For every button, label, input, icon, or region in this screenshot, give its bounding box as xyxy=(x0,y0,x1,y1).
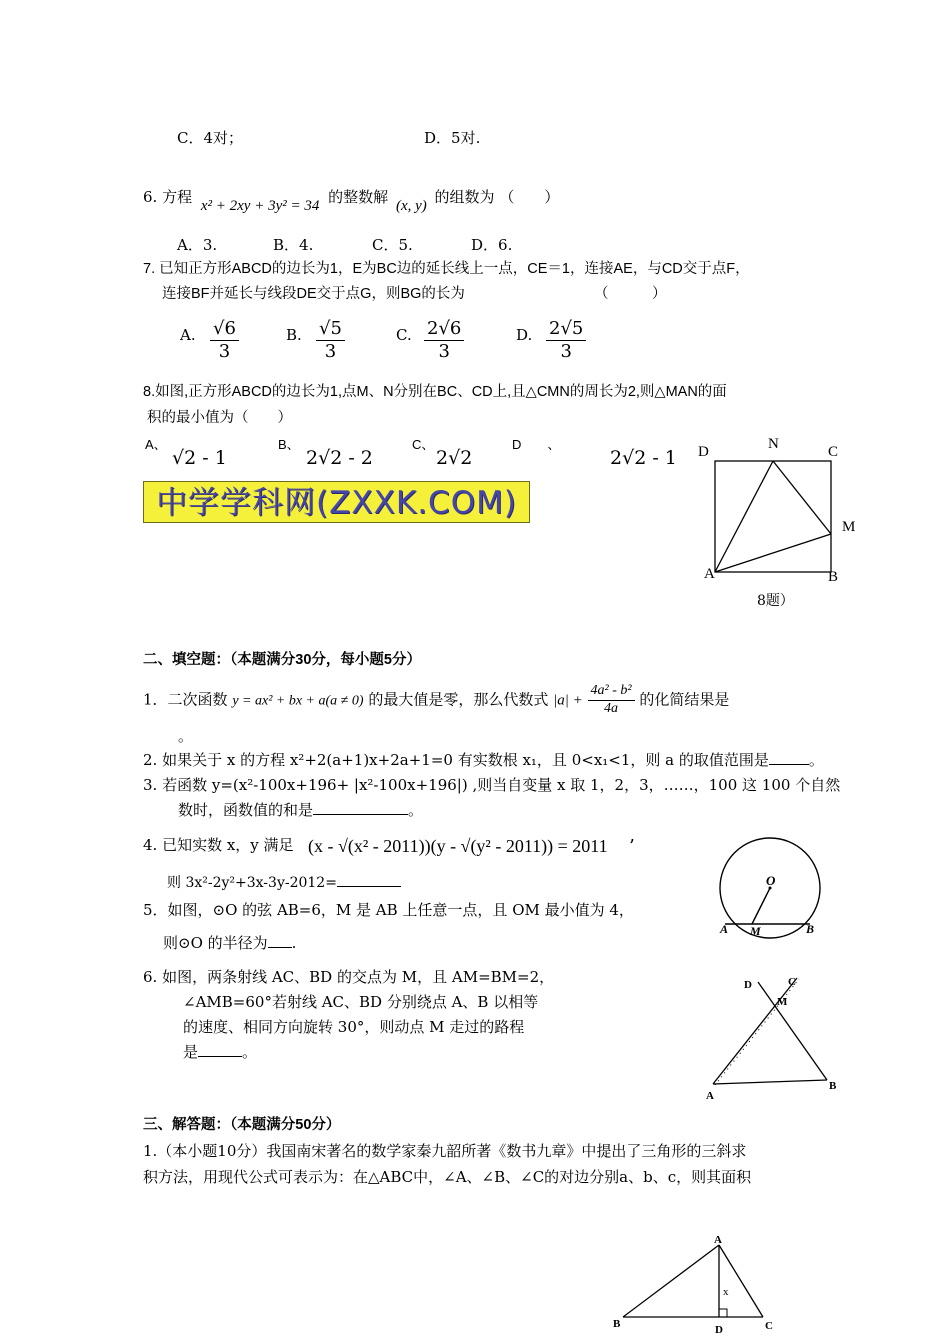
label-d: D xyxy=(698,444,709,460)
section3-heading: 三、解答题：（本题满分50分） xyxy=(143,1117,341,1133)
s2-q1 xyxy=(143,683,729,718)
s3-q1-line1: 1.（本小题10分）我国南宋著名的数学家秦九韶所著《数书九章》中提出了三角形的三斜求 xyxy=(143,1142,747,1160)
label-c: C xyxy=(828,444,839,460)
label-o: O xyxy=(766,873,776,888)
q7-option-d xyxy=(546,318,586,362)
ray-ac xyxy=(713,978,797,1084)
s2-q4-a: 4. 已知实数 x，y 满足 xyxy=(143,836,294,854)
figure-rays xyxy=(700,972,850,1104)
s2-q4-eq: (x - √(x² - 2011))(y - √(y² - 2011)) = 2011 xyxy=(308,836,608,856)
s2-q1-func: y = ax² + bx + a(a ≠ 0) xyxy=(232,693,364,709)
q8-line1: 8.如图,正方形ABCD的边长为1,点M、N分别在BC、CD上,且△CMN的周长为2,则△MAN的面 xyxy=(143,384,727,400)
label-b: B xyxy=(828,569,839,585)
label-b: B xyxy=(613,1318,621,1330)
s2-q5-line2 xyxy=(163,934,296,952)
s2-q6-text: 是 xyxy=(183,1043,199,1061)
s2-q1-num: 4a² - b² xyxy=(588,683,635,701)
ray-ac-shade xyxy=(715,979,799,1085)
label-a: A xyxy=(714,1234,722,1246)
q7-option-c xyxy=(424,318,464,362)
label-m: M xyxy=(750,924,761,938)
s2-q6-line3: 的速度、相同方向旋转 30°，则动点 M 走过的路程 xyxy=(183,1018,525,1036)
s2-q1-den: 4a xyxy=(604,700,619,716)
q7-option-c-den: 3 xyxy=(438,340,450,362)
ray-bd xyxy=(758,982,827,1080)
label-a: A xyxy=(720,922,729,936)
q8-option-c-label: C、 xyxy=(412,437,435,452)
label-x: x xyxy=(723,1286,729,1298)
label-m: M xyxy=(777,996,788,1008)
label-d: D xyxy=(744,979,752,991)
q8-option-b: 2√2 - 2 xyxy=(306,447,373,469)
s2-q6-blank[interactable] xyxy=(198,1056,242,1057)
s2-q3-line2 xyxy=(178,801,423,819)
q7-option-c-label: C. xyxy=(396,326,412,344)
q8-option-a-label: A、 xyxy=(145,437,167,452)
q8-option-a: √2 - 1 xyxy=(172,447,227,469)
s2-q6-line2: ∠AMB=60°若射线 AC、BD 分别绕点 A、B 以相等 xyxy=(183,993,539,1011)
s2-q1-a: 1．二次函数 xyxy=(143,690,228,709)
q7-paren: （ ） xyxy=(594,286,667,302)
q7-option-b-den: 3 xyxy=(324,340,337,362)
s2-q2-end: 。 xyxy=(808,751,824,769)
q6-option-d: D．6. xyxy=(471,236,513,254)
q7-option-d-label: D. xyxy=(516,326,533,344)
option-d: D．5对. xyxy=(424,129,481,147)
s2-q5-blank[interactable] xyxy=(268,947,292,948)
q7-option-c-num: 2√6 xyxy=(424,318,464,341)
square-abcd xyxy=(715,461,831,572)
q7-option-a xyxy=(210,318,239,362)
s2-q2-text: 2. 如果关于 x 的方程 x²+2(a+1)x+2a+1=0 有实数根 x₁，且 0<x₁<1，则 a 的取值范围是 xyxy=(143,751,769,769)
q6-middle: 的整数解 xyxy=(328,188,389,206)
zxxk-logo: 中学学科网(ZXXK.COM) xyxy=(143,481,530,523)
q6-stem xyxy=(143,188,560,214)
s2-q3-text: 数时，函数值的和是 xyxy=(178,801,314,819)
s2-q6-line1: 6. 如图，两条射线 AC、BD 的交点为 M，且 AM=BM=2， xyxy=(143,968,555,986)
label-c: C xyxy=(765,1320,773,1332)
side-ac xyxy=(719,1245,763,1317)
q8-option-d: 2√2 - 1 xyxy=(610,447,677,469)
s2-q4-b-text: 则 3x²-2y²+3x-3y-2012= xyxy=(167,875,337,891)
s2-q5-text: 则⊙O 的半径为 xyxy=(163,934,268,952)
segment-nm xyxy=(773,461,831,534)
q7-option-a-label: A. xyxy=(180,326,196,344)
s2-q2 xyxy=(143,751,824,769)
s2-q1-abs: |a| + xyxy=(553,692,583,709)
option-c: C．4对； xyxy=(177,129,244,147)
s2-q1-b: 的最大值是零，那么代数式 xyxy=(368,690,549,709)
s2-q5-end: . xyxy=(291,934,297,952)
q7-line2: 连接BF并延长与线段DE交于点G，则BG的长为 xyxy=(162,286,465,302)
q8-option-d-label: D 、 xyxy=(512,437,561,452)
side-ab xyxy=(623,1245,719,1317)
segment-ab xyxy=(713,1080,827,1084)
s2-q3-line1: 3. 若函数 y=(x²-100x+196+ |x²-100x+196|) ,则当自变量 x 取 1，2，3，……，100 这 100 个自然 xyxy=(143,776,841,794)
segment-om xyxy=(752,888,770,924)
label-c: C xyxy=(788,976,796,988)
label-m: M xyxy=(842,519,856,535)
figure-8-square xyxy=(690,430,870,590)
q7-option-b-label: B. xyxy=(286,326,302,344)
q6-prefix: 6. 方程 xyxy=(143,188,193,206)
q6-suffix: 的组数为 （ ） xyxy=(434,188,560,206)
s2-q1-end: 。 xyxy=(178,727,194,745)
s2-q6-line4 xyxy=(183,1043,257,1061)
figure-8-caption: 8题） xyxy=(757,593,794,609)
q7-option-a-num: √6 xyxy=(210,318,239,341)
q7-line1: 7. 已知正方形ABCD的边长为1，E为BC边的延长线上一点，CE＝1，连接AE，与CD交于点F， xyxy=(143,261,750,277)
s2-q3-end: 。 xyxy=(408,801,424,819)
s2-q3-blank[interactable] xyxy=(313,814,408,815)
q8-line2: 积的最小值为（ ） xyxy=(147,410,292,426)
q8-option-c: 2√2 xyxy=(436,447,473,469)
q7-option-a-den: 3 xyxy=(218,340,231,362)
label-a: A xyxy=(706,1090,714,1102)
q7-option-d-num: 2√5 xyxy=(546,318,586,341)
q6-equation: x² + 2xy + 3y² = 34 xyxy=(200,198,320,214)
q7-option-d-den: 3 xyxy=(560,340,572,362)
label-a: A xyxy=(704,566,715,582)
q6-pair: (x, y) xyxy=(395,198,427,214)
q6-option-b: B．4. xyxy=(273,236,314,254)
s2-q4-blank[interactable] xyxy=(337,886,401,887)
s2-q5-line1: 5．如图，⊙O 的弦 AB=6，M 是 AB 上任意一点，且 OM 最小值为 4， xyxy=(143,901,634,919)
label-n: N xyxy=(768,436,779,452)
q7-option-b xyxy=(316,318,345,362)
label-b: B xyxy=(806,922,815,936)
label-b: B xyxy=(829,1080,837,1092)
s3-q1-line2: 积方法，用现代公式可表示为：在△ABC中，∠A、∠B、∠C的对边分别a、b、c，则其面积 xyxy=(143,1168,752,1186)
right-angle-mark xyxy=(719,1309,727,1317)
figure-triangle xyxy=(605,1233,785,1341)
label-d: D xyxy=(715,1324,723,1336)
figure-circle xyxy=(710,832,830,942)
s2-q6-end: 。 xyxy=(242,1043,258,1061)
s2-q1-c: 的化简结果是 xyxy=(639,690,730,709)
s2-q4-comma: ’ xyxy=(629,836,635,857)
s2-q4-b xyxy=(167,875,401,892)
section2-heading: 二、填空题：（本题满分30分，每小题5分） xyxy=(143,652,421,668)
q7-option-b-num: √5 xyxy=(316,318,345,341)
s2-q2-blank[interactable] xyxy=(769,764,809,765)
q6-option-c: C．5. xyxy=(372,236,413,254)
q8-option-b-label: B、 xyxy=(278,437,300,452)
q6-option-a: A．3. xyxy=(177,236,218,254)
